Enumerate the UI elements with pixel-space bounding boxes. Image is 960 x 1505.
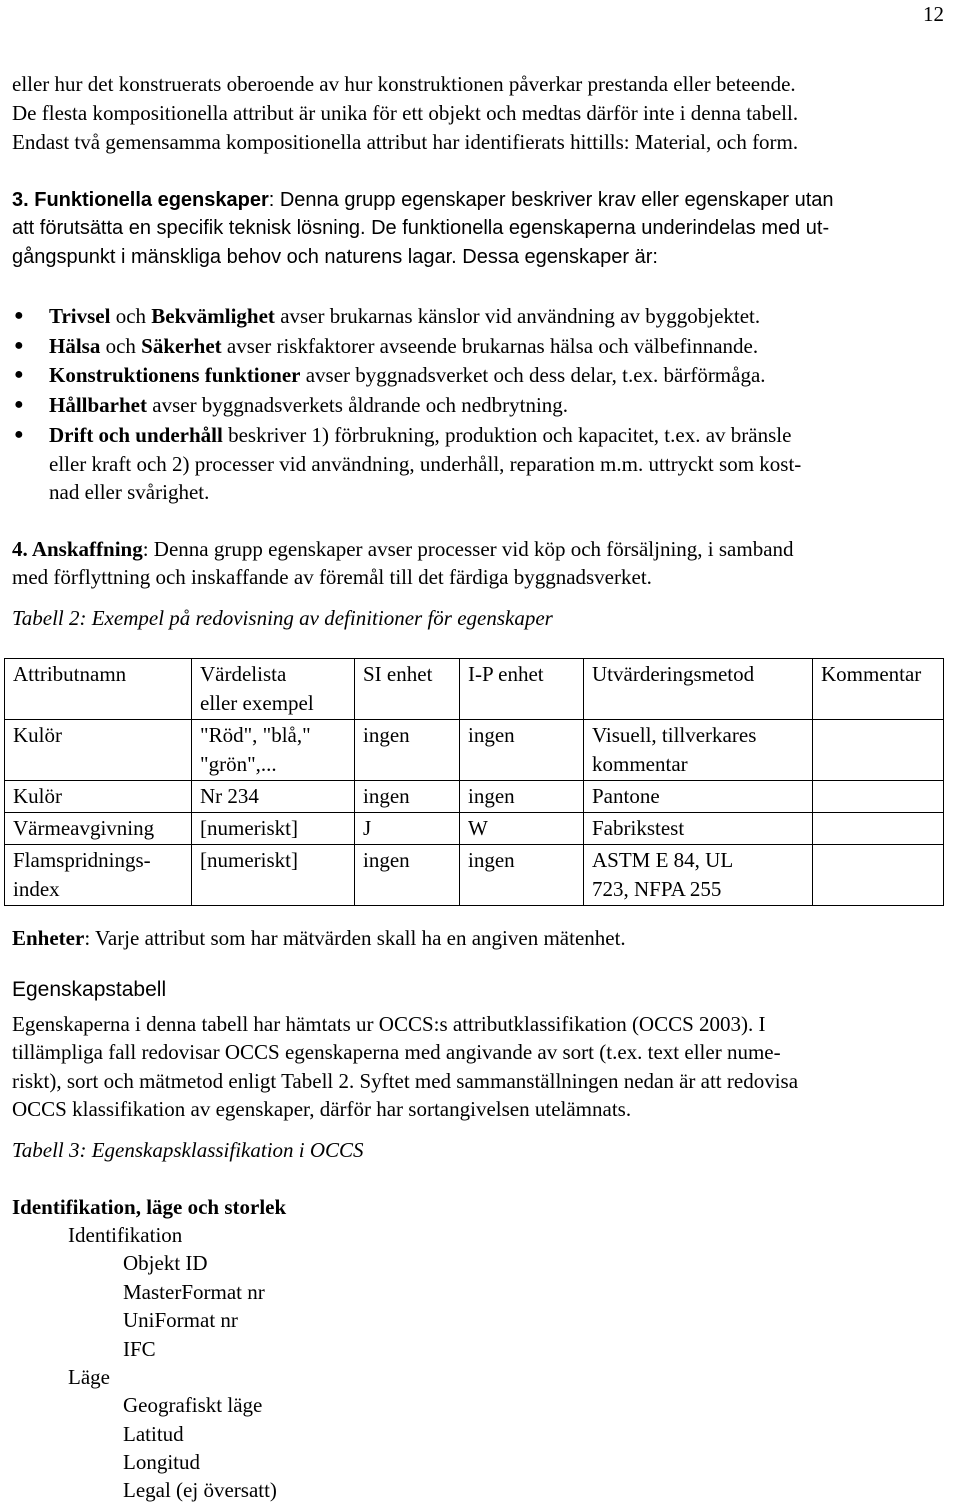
table-cell: Pantone bbox=[584, 781, 813, 813]
table2-caption: Tabell 2: Exempel på redovisning av definitioner för egenskaper bbox=[12, 606, 553, 630]
table-cell bbox=[813, 813, 944, 845]
section3-line: att förutsätta en specifik teknisk lösning. De funktionella egenskaperna underindelas med ut- bbox=[12, 217, 830, 239]
table-cell: ASTM E 84, UL 723, NFPA 255 bbox=[584, 845, 813, 906]
outline-item-level2: MasterFormat nr bbox=[123, 1280, 265, 1304]
outline-item-level2: Geografiskt läge bbox=[123, 1393, 263, 1417]
table-cell: [numeriskt] bbox=[192, 845, 355, 906]
table-cell: ingen bbox=[460, 845, 584, 906]
intro-line: Endast två gemensamma kompositionella attribut har identifierats hittills: Material, och form. bbox=[12, 130, 799, 154]
outline-title: Identifikation, läge och storlek bbox=[12, 1195, 287, 1219]
bullet-continuation: nad eller svårighet. bbox=[49, 480, 210, 504]
header-cell: Värdelista eller exempel bbox=[192, 659, 355, 720]
outline-item-level2: Latitud bbox=[123, 1422, 184, 1446]
table-row bbox=[5, 720, 944, 781]
table-cell: "Röd", "blå," "grön",... bbox=[192, 720, 355, 781]
table-cell bbox=[813, 720, 944, 781]
table-cell: ingen bbox=[355, 781, 460, 813]
table-cell: ingen bbox=[460, 720, 584, 781]
intro-line: eller hur det konstruerats oberoende av hur konstruktionen påverkar prestanda eller beteende. bbox=[12, 72, 796, 96]
bullet-item: Trivsel och Bekvämlighet avser brukarnas känslor vid användning av byggobjektet. bbox=[49, 304, 761, 328]
bullet-item: Hälsa och Säkerhet avser riskfaktorer avseende brukarnas hälsa och välbefinnande. bbox=[49, 334, 759, 358]
header-cell: Utvärderingsmetod bbox=[584, 659, 813, 720]
section-heading: Egenskapstabell bbox=[12, 978, 167, 1001]
section3-heading: 3. Funktionella egenskaper bbox=[12, 189, 269, 211]
outline-item-level1: Identifikation bbox=[68, 1223, 183, 1247]
page-number: 12 bbox=[923, 2, 944, 26]
bullet-dot: ● bbox=[14, 337, 24, 354]
outline-item-level2: Legal (ej översatt) bbox=[123, 1478, 277, 1502]
table-cell: Fabrikstest bbox=[584, 813, 813, 845]
intro-line: De flesta kompositionella attribut är unika för ett objekt och medtas därför inte i denna tabell. bbox=[12, 101, 799, 125]
table-row bbox=[5, 845, 944, 906]
bullet-dot: ● bbox=[14, 396, 24, 413]
outline-item-level1: Läge bbox=[68, 1365, 110, 1389]
paragraph-line: riskt), sort och mätmetod enligt Tabell 2. Syftet med sammanställningen nedan är att redovisa bbox=[12, 1069, 799, 1093]
table-cell: ingen bbox=[460, 781, 584, 813]
section3-line: gångspunkt i mänskliga behov och naturens lagar. Dessa egenskaper är: bbox=[12, 246, 658, 268]
table-cell: Flamspridnings- index bbox=[5, 845, 192, 906]
header-cell: SI enhet bbox=[355, 659, 460, 720]
bullet-item: Hållbarhet avser byggnadsverkets åldrande och nedbrytning. bbox=[49, 393, 569, 417]
table-cell bbox=[813, 845, 944, 906]
section4-heading: Anskaffning bbox=[27, 537, 143, 561]
table-cell: J bbox=[355, 813, 460, 845]
table-header-row bbox=[5, 659, 944, 720]
table-cell: [numeriskt] bbox=[192, 813, 355, 845]
bullet-dot: ● bbox=[14, 366, 24, 383]
table-row bbox=[5, 813, 944, 845]
units-note: Enheter: Varje attribut som har mätvärden skall ha en angiven mätenhet. bbox=[12, 926, 626, 950]
table-cell: ingen bbox=[355, 720, 460, 781]
bullet-continuation: eller kraft och 2) processer vid användning, underhåll, reparation m.m. uttryckt som kost- bbox=[49, 452, 802, 476]
table-cell: Kulör bbox=[5, 720, 192, 781]
bullet-item: Konstruktionens funktioner avser byggnadsverket och dess delar, t.ex. bärförmåga. bbox=[49, 363, 766, 387]
paragraph-line: Egenskaperna i denna tabell har hämtats ur OCCS:s attributklassifikation (OCCS 2003). I bbox=[12, 1012, 766, 1036]
properties-table bbox=[4, 658, 944, 906]
bullet-dot: ● bbox=[14, 307, 24, 324]
outline-item-level2: Objekt ID bbox=[123, 1251, 208, 1275]
table-row bbox=[5, 781, 944, 813]
header-cell: Kommentar bbox=[813, 659, 944, 720]
paragraph-line: tillämpliga fall redovisar OCCS egenskaperna med angivande av sort (t.ex. text eller nume- bbox=[12, 1040, 781, 1064]
outline-item-level2: Longitud bbox=[123, 1450, 200, 1474]
table-cell: W bbox=[460, 813, 584, 845]
header-cell: I-P enhet bbox=[460, 659, 584, 720]
outline-item-level2: UniFormat nr bbox=[123, 1308, 238, 1332]
header-cell: Attributnamn bbox=[5, 659, 192, 720]
table-cell: ingen bbox=[355, 845, 460, 906]
table-cell: Värmeavgivning bbox=[5, 813, 192, 845]
bullet-dot: ● bbox=[14, 426, 24, 443]
section4-line: 4. Anskaffning: Denna grupp egenskaper avser processer vid köp och försäljning, i samband bbox=[12, 537, 794, 561]
table-cell: Visuell, tillverkares kommentar bbox=[584, 720, 813, 781]
table-cell: Nr 234 bbox=[192, 781, 355, 813]
outline-item-level2: IFC bbox=[123, 1337, 156, 1361]
bullet-item: Drift och underhåll beskriver 1) förbrukning, produktion och kapacitet, t.ex. av bränsle bbox=[49, 423, 792, 447]
paragraph-line: OCCS klassifikation av egenskaper, därför har sortangivelsen utelämnats. bbox=[12, 1097, 632, 1121]
table-cell: Kulör bbox=[5, 781, 192, 813]
section4-line: med förflyttning och inskaffande av föremål till det färdiga byggnadsverket. bbox=[12, 565, 652, 589]
table-cell bbox=[813, 781, 944, 813]
table3-caption: Tabell 3: Egenskapsklassifikation i OCCS bbox=[12, 1138, 364, 1162]
section3-line: 3. Funktionella egenskaper: Denna grupp egenskaper beskriver krav eller egenskaper utan bbox=[12, 189, 834, 211]
